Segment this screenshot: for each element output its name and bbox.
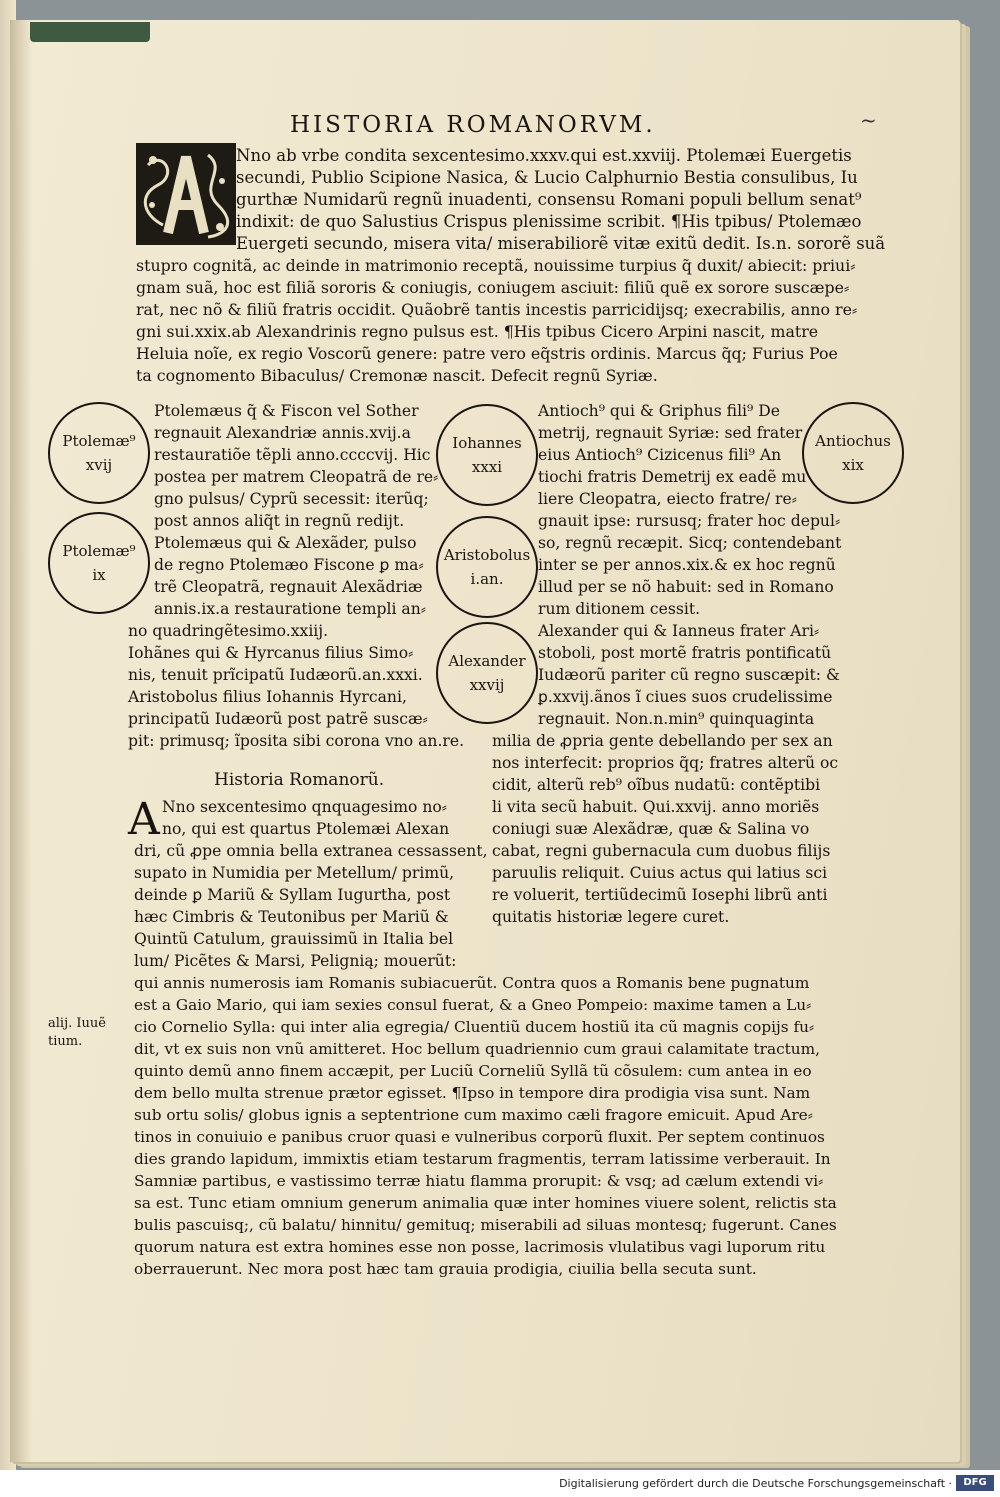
text-line: Alexander qui & Ianneus frater Ari⸗ bbox=[538, 622, 820, 640]
text-line: inter se per annos.xix.& ex hoc regnũ bbox=[538, 556, 836, 574]
text-line: liere Cleopatra, eiecto fratre/ re⸗ bbox=[538, 490, 797, 508]
text-line: dri, cũ ꝓpe omnia bella extranea cessassent, bbox=[134, 842, 488, 860]
text-line: secundi, Publio Scipione Nasica, & Lucio Calphurnio Bestia consulibus, Iu bbox=[236, 168, 858, 187]
text-line: gnauit ipse: rursusq; frater hoc depul⸗ bbox=[538, 512, 841, 530]
text-line: Ptolemæus q̃ & Fiscon vel Sother bbox=[154, 402, 419, 420]
section-initial-letter: A bbox=[128, 794, 160, 845]
text-line: dies grando lapidum, immixtis etiam testarum fragmentis, terram latissime verberauit. In bbox=[134, 1150, 831, 1168]
text-line: nos interfecit: proprios q̃q; fratres alterũ oc bbox=[492, 754, 839, 772]
text-line: quorum natura est extra homines esse non posse, lacrimosis vlulatibus vagi luporum ritu bbox=[134, 1238, 826, 1256]
text-line: Nno sexcentesimo qnquagesimo no⸗ bbox=[162, 798, 447, 816]
text-line: hæc Cimbris & Teutonibus per Mariũ & bbox=[134, 908, 449, 926]
text-line: Iudæorũ pariter cũ regno suscæpit: & bbox=[538, 666, 840, 684]
text-line: annis.ix.a restauratione templi an⸗ bbox=[154, 600, 426, 618]
text-line: milia de ꝓpria gente debellando per sex an bbox=[492, 732, 833, 750]
text-line: indixit: de quo Salustius Crispus plenissime scribit. ¶His tpibus/ Ptolemæo bbox=[236, 212, 862, 231]
text-line: postea per matrem Cleopatrã de re⸗ bbox=[154, 468, 439, 486]
text-line: principatũ Iudæorũ post patrẽ suscæ⸗ bbox=[128, 710, 428, 728]
circle-name: Ptolemæ⁹ bbox=[62, 542, 136, 560]
book-ribbon bbox=[30, 22, 150, 42]
text-line: nis, tenuit prĩcipatũ Iudæorũ.an.xxxi. bbox=[128, 666, 423, 684]
text-line: post annos aliq̃t in regnũ redijt. bbox=[154, 512, 405, 530]
text-line: rum ditionem cessit. bbox=[538, 600, 701, 618]
circle-name: Ptolemæ⁹ bbox=[62, 432, 136, 450]
text-line: no, qui est quartus Ptolemæi Alexan bbox=[162, 820, 450, 838]
circle-name: Antiochus bbox=[815, 432, 891, 450]
text-line: gni sui.xxix.ab Alexandrinis regno pulsus est. ¶His tpibus Cicero Arpini nascit, matre bbox=[136, 322, 819, 341]
text-line: gnam suã, hoc est filiã sororis & coniugis, coniugem asciuit: filiũ quẽ ex sorore suscæpe⸗ bbox=[136, 278, 850, 297]
text-line: regnauit. Non.n.min⁹ quinquaginta bbox=[538, 710, 815, 728]
margin-note-line: tium. bbox=[48, 1034, 83, 1049]
left-column-narrow bbox=[154, 400, 438, 620]
circle-years: xxxi bbox=[471, 458, 503, 476]
text-line: quinto demũ anno finem accæpit, per Luciũ Corneliũ Syllã tũ cõsulem: cum antea in eo bbox=[134, 1062, 812, 1080]
circle-years: xvij bbox=[85, 456, 113, 474]
text-line: qui annis numerosis iam Romanis subiacuerũt. Contra quos a Romanis bene pugnatum bbox=[134, 974, 810, 992]
text-line: Antioch⁹ qui & Griphus fili⁹ De bbox=[538, 402, 780, 420]
text-line: Ptolemæus qui & Alexãder, pulso bbox=[154, 534, 417, 552]
text-line: restauratiõe tẽpli anno.ccccvij. Hic bbox=[154, 446, 431, 464]
text-line: deinde ꝑ Mariũ & Syllam Iugurtha, post bbox=[134, 886, 451, 904]
ruler-circle-ptolemaeus-ix bbox=[48, 512, 150, 614]
right-column-wide bbox=[492, 730, 838, 928]
running-header: HISTORIA ROMANORVM. bbox=[290, 112, 656, 138]
margin-note-line: alij. Iuuẽ bbox=[48, 1016, 106, 1031]
circle-years: ix bbox=[92, 566, 106, 584]
text-line: oberrauerunt. Nec mora post hæc tam grauia prodigia, ciuilia bella secuta sunt. bbox=[134, 1260, 757, 1278]
ruler-circle-aristobolus bbox=[436, 516, 538, 618]
decorated-initial-letter bbox=[136, 143, 236, 245]
text-line: Quintũ Catulum, grauissimũ in Italia bel bbox=[134, 930, 454, 948]
ruler-circle-ptolemaeus-xvij bbox=[48, 402, 150, 504]
text-line: tinos in conuiuio e panibus cruor quasi e vulneribus corporũ fluxit. Per septem continuos bbox=[134, 1128, 825, 1146]
text-line: Samniæ partibus, e vastissimo terræ hiatu flamma prorupit: & vsq; ad cælum extendi vi⸗ bbox=[134, 1172, 824, 1190]
text-line: eius Antioch⁹ Cizicenus fili⁹ An bbox=[538, 446, 782, 464]
text-line: rat, nec nõ & filiũ fratris occidit. Quãobrẽ tantis incestis parricidijsq; execrabilis, anno re⸗ bbox=[136, 300, 858, 319]
text-line: trẽ Cleopatrã, regnauit Alexãdriæ bbox=[154, 578, 423, 596]
dfg-logo: DFG bbox=[956, 1475, 994, 1491]
text-line: cabat, regni gubernacula cum duobus filijs bbox=[492, 842, 831, 860]
margin-note bbox=[48, 1015, 106, 1051]
text-line: est a Gaio Mario, qui iam sexies consul fuerat, & a Gneo Pompeio: maxime tamen a Lu⸗ bbox=[134, 996, 812, 1014]
right-column-narrow bbox=[538, 400, 841, 730]
text-line: paruulis reliquit. Cuius actus qui latius sci bbox=[492, 864, 828, 882]
text-line: Nno ab vrbe condita sexcentesimo.xxxv.qui est.xxviij. Ptolemæi Euergetis bbox=[236, 146, 852, 165]
text-line: bulis pascuisq;, cũ balatu/ hinnitu/ gemituq; miserabili ad siluas montesq; fugerunt. Canes bbox=[134, 1216, 837, 1234]
text-line: stoboli, post mortẽ fratris pontificatũ bbox=[538, 644, 832, 662]
text-line: pit: primusq; ĩposita sibi corona vno an.re. bbox=[128, 732, 465, 750]
text-line: re voluerit, tertiũdecimũ Iosephi librũ anti bbox=[492, 886, 828, 904]
circle-years: xxvij bbox=[469, 676, 505, 694]
text-line: cio Cornelio Sylla: qui inter alia egregia/ Cluentiũ ducem hostiũ ita cũ magnis copijs fu⸗ bbox=[134, 1018, 815, 1036]
section-paragraph-cont bbox=[134, 840, 488, 972]
text-line: quitatis historiæ legere curet. bbox=[492, 908, 730, 926]
text-line: tiochi fratris Demetrij ex eadẽ mu bbox=[538, 468, 807, 486]
text-line: ta cognomento Bibaculus/ Cremonæ nascit. Defecit regnũ Syriæ. bbox=[136, 366, 658, 385]
text-line: no quadringẽtesimo.xxiij. bbox=[128, 622, 329, 640]
text-line: metrij, regnauit Syriæ: sed frater bbox=[538, 424, 803, 442]
text-line: sub ortu solis/ globus ignis a septentrione cum maximo cæli fragore emicuit. Apud Are⸗ bbox=[134, 1106, 813, 1124]
text-line: ꝑ.xxvij.ãnos ĩ ciues suos crudelissime bbox=[538, 688, 833, 706]
text-line: gno pulsus/ Cyprũ secessit: iterũq; bbox=[154, 490, 429, 508]
circle-name: Aristobolus bbox=[443, 546, 531, 564]
text-line: Aristobolus filius Iohannis Hyrcani, bbox=[128, 688, 407, 706]
text-line: Heluia noĩe, ex regio Voscorũ genere: patre vero eq̃stris ordinis. Marcus q̃q; Furius Poe bbox=[136, 344, 838, 363]
text-line: coniugi suæ Alexãdræ, quæ & Salina vo bbox=[492, 820, 810, 838]
section-title: Historia Romanorũ. bbox=[214, 770, 385, 790]
text-line: lum/ Picẽtes & Marsi, Pelignią; mouerũt: bbox=[134, 952, 457, 970]
text-line: regnauit Alexandriæ annis.xvij.a bbox=[154, 424, 411, 442]
text-line: so, regnũ recæpit. Sicq; contendebant bbox=[538, 534, 842, 552]
ruler-circle-iohannes bbox=[436, 404, 538, 506]
footer-credit: Digitalisierung gefördert durch die Deutsche Forschungsgemeinschaft · bbox=[559, 1477, 952, 1490]
circle-name: Iohannes bbox=[452, 434, 522, 452]
text-line: illud per se nõ habuit: sed in Romano bbox=[538, 578, 834, 596]
section-paragraph-start bbox=[162, 796, 449, 840]
text-line: cidit, alterũ reb⁹ oĩbus nudatũ: contẽptibi bbox=[492, 776, 821, 794]
text-line: li vita secũ habuit. Qui.xxvij. anno moriẽs bbox=[492, 798, 820, 816]
circle-name: Alexander bbox=[448, 652, 526, 670]
text-line: sa est. Tunc etiam omnium generum animalia quæ inter homines viuere solent, relictis sta bbox=[134, 1194, 837, 1212]
text-line: Euergeti secundo, misera vita/ miserabiliorẽ vitæ exitũ dedit. Is.n. sororẽ suã bbox=[236, 234, 886, 253]
circle-years: xix bbox=[842, 456, 864, 474]
text-line: de regno Ptolemæo Fiscone ꝑ ma⸗ bbox=[154, 556, 424, 574]
text-line: dem bello multa strenue prætor egisset. ¶Ipso in tempore dira prodigia visa sunt. Nam bbox=[134, 1084, 811, 1102]
text-line: supato in Numidia per Metellum/ primũ, bbox=[134, 864, 455, 882]
text-line: gurthæ Numidarũ regnũ inuadenti, consensu Romani populi bellum senat⁹ bbox=[236, 190, 862, 209]
circle-years: i.an. bbox=[470, 570, 504, 588]
left-column-wide bbox=[128, 620, 464, 752]
main-paragraph bbox=[134, 972, 837, 1280]
text-line: stupro cognitã, ac deinde in matrimonio receptã, nouissime turpius q̃ duxit/ abiecit: priui⸗ bbox=[136, 256, 856, 275]
page-mark: ~ bbox=[860, 108, 877, 132]
text-line: Iohãnes qui & Hyrcanus filius Simo⸗ bbox=[128, 644, 414, 662]
text-line: dit, vt ex suis non vnũ amitteret. Hoc bellum quadriennio cum graui calamitate tractum, bbox=[134, 1040, 821, 1058]
page-gutter-shadow bbox=[10, 20, 32, 1462]
